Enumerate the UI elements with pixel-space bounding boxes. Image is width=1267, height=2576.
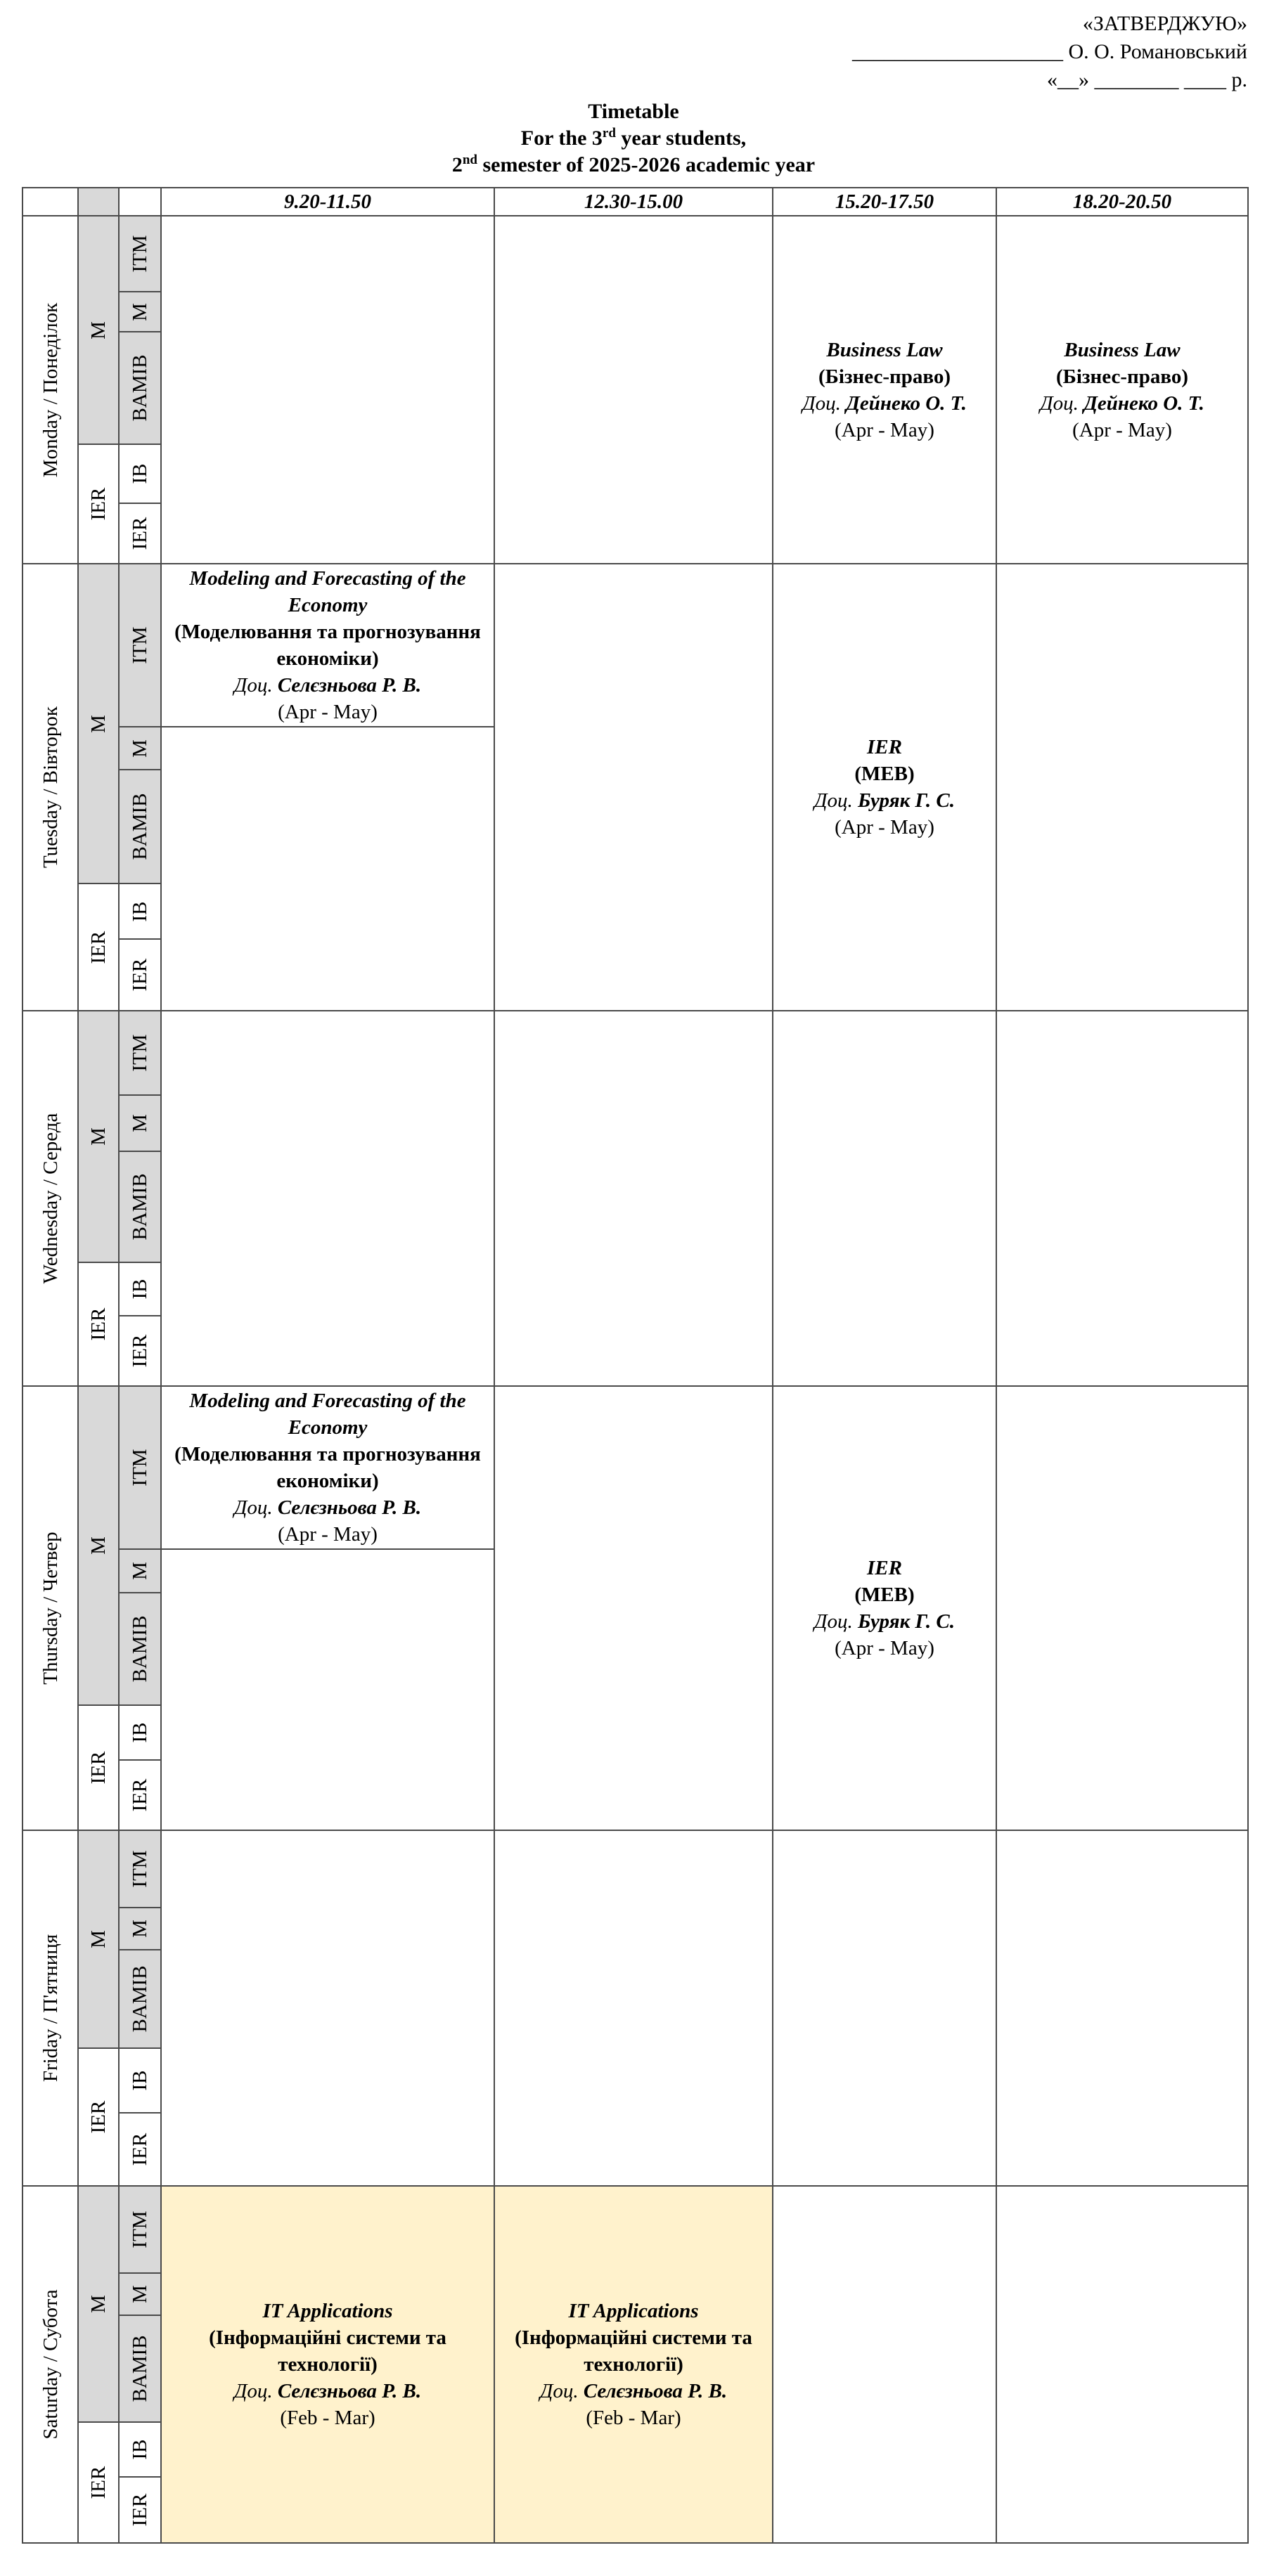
course-name: Business Law — [826, 338, 943, 361]
lesson-period: (Apr - May) — [278, 1523, 378, 1546]
lecturer-name: Селєзньова Р. В. — [583, 2380, 728, 2402]
group-m — [78, 1830, 119, 2048]
subgroup-m — [119, 1549, 161, 1593]
title-line-3-post: semester of 2025-2026 academic year — [477, 153, 816, 176]
subgroup-label: IER — [129, 958, 151, 992]
slot-cell-empty — [494, 1386, 773, 1830]
lecturer — [773, 390, 996, 417]
approval-signatory: ____________________ О. О. Романовський — [851, 40, 1247, 63]
group-label: M — [87, 321, 110, 339]
subgroup-label: M — [129, 739, 151, 758]
course-name: Modeling and Forecasting of the Economy — [189, 567, 466, 616]
slot-cell-empty — [996, 2186, 1248, 2543]
subgroup-label: ITM — [129, 235, 151, 273]
subgroup-m — [119, 292, 161, 332]
title-line-3-sup: nd — [462, 153, 477, 167]
lesson-cell — [773, 216, 996, 564]
slot-cell-empty — [996, 1830, 1248, 2186]
time-slot-1: 9.20-11.50 — [161, 188, 494, 216]
slot-cell-empty — [161, 1549, 494, 1830]
lecturer-name: Дейнеко О. Т. — [1083, 391, 1204, 415]
subgroup-label: IB — [129, 1722, 151, 1743]
slot-cell-empty — [996, 564, 1248, 1011]
title-line-2-post: year students, — [615, 127, 747, 150]
lecturer-name: Буряк Г. С. — [857, 789, 955, 812]
subgroup-label: ITM — [129, 2211, 151, 2248]
lesson-cell — [996, 216, 1248, 564]
subgroup-itm — [119, 564, 161, 727]
day-thursday — [22, 1386, 78, 1830]
lesson-cell — [161, 2186, 494, 2543]
lecturer — [495, 2378, 772, 2405]
slot-cell-empty — [161, 1011, 494, 1386]
subgroup-bamib — [119, 1950, 161, 2048]
subgroup-bamib — [119, 1151, 161, 1262]
subgroup-ib — [119, 884, 161, 939]
group-label: M — [87, 1127, 110, 1146]
group-label: M — [87, 714, 110, 733]
lesson-period: (Apr - May) — [835, 816, 934, 839]
day-tuesday — [22, 564, 78, 1011]
approval-block — [852, 10, 1247, 94]
day-label: Wednesday / Середа — [39, 1113, 62, 1284]
subgroup-bamib — [119, 2315, 161, 2422]
title-line-2-pre: For the 3 — [520, 127, 603, 150]
subgroup-ib — [119, 2422, 161, 2477]
lecturer-title: Доц. — [814, 1610, 853, 1633]
slot-cell-empty — [773, 1830, 996, 2186]
course-name: IT Applications — [262, 2300, 393, 2322]
header-row — [22, 188, 1248, 216]
lecturer-title: Доц. — [233, 2380, 273, 2402]
subgroup-ib — [119, 1705, 161, 1760]
course-name-ukr: (МЕВ) — [854, 763, 915, 785]
group-label: IER — [87, 2466, 110, 2499]
subgroup-ib — [119, 1262, 161, 1316]
group-ier — [78, 884, 119, 1011]
subgroup-label: BAMIB — [129, 793, 151, 860]
slot-cell-empty — [494, 216, 773, 564]
subgroup-ier — [119, 503, 161, 564]
subgroup-m — [119, 2273, 161, 2315]
subgroup-ier — [119, 2477, 161, 2543]
approval-date: «__» ________ ____ р. — [1047, 68, 1247, 91]
group-ier — [78, 1705, 119, 1830]
lecturer-title: Доц. — [814, 789, 853, 812]
subgroup-label: BAMIB — [129, 1173, 151, 1241]
lecturer — [162, 672, 494, 699]
day-label: Thursday / Четвер — [39, 1532, 62, 1685]
subgroup-label: ITM — [129, 1850, 151, 1888]
lesson-cell — [161, 564, 494, 727]
lesson-period: (Apr - May) — [835, 1637, 934, 1659]
slot-cell-empty — [161, 727, 494, 1011]
slot-cell-empty — [773, 2186, 996, 2543]
course-name-ukr: (МЕВ) — [854, 1584, 915, 1606]
approval-label: «ЗАТВЕРДЖУЮ» — [1082, 12, 1247, 35]
subgroup-bamib — [119, 332, 161, 444]
title-line-3 — [0, 152, 1267, 179]
lecturer-name: Буряк Г. С. — [857, 1610, 955, 1633]
fri-row-itm — [22, 1830, 1248, 1908]
subgroup-label: IER — [129, 1334, 151, 1368]
slot-cell-empty — [494, 1011, 773, 1386]
subgroup-m — [119, 1908, 161, 1950]
course-name-ukr: (Інформаційні системи та технології) — [515, 2326, 752, 2376]
lecturer-title: Доц. — [802, 391, 841, 415]
thu-row-itm — [22, 1386, 1248, 1549]
subgroup-label: BAMIB — [129, 1965, 151, 2033]
group-label: IER — [87, 2100, 110, 2134]
group-m — [78, 1386, 119, 1705]
sat-row-itm — [22, 2186, 1248, 2273]
time-slot-4: 18.20-20.50 — [996, 188, 1248, 216]
subgroup-bamib — [119, 770, 161, 884]
slot-cell-empty — [161, 216, 494, 564]
subgroup-label: M — [129, 2285, 151, 2303]
lecturer-name: Селєзньова Р. В. — [277, 2380, 422, 2402]
subgroup-ier — [119, 939, 161, 1011]
time-slot-2: 12.30-15.00 — [494, 188, 773, 216]
course-name: IER — [867, 1557, 902, 1579]
lesson-period: (Feb - Mar) — [280, 2407, 375, 2429]
day-monday — [22, 216, 78, 564]
subgroup-label: BAMIB — [129, 2335, 151, 2402]
group-ier — [78, 2422, 119, 2543]
subgroup-m — [119, 727, 161, 770]
lesson-cell — [161, 1386, 494, 1549]
subgroup-itm — [119, 1386, 161, 1549]
day-label: Tuesday / Вівторок — [39, 706, 62, 869]
subgroup-label: ITM — [129, 1449, 151, 1487]
day-label: Saturday / Субота — [39, 2289, 62, 2440]
title-line-3-pre: 2 — [451, 153, 463, 176]
course-name-ukr: (Моделювання та прогнозування економіки) — [174, 621, 481, 670]
subgroup-ib — [119, 444, 161, 503]
group-label: M — [87, 1930, 110, 1948]
subgroup-label: M — [129, 302, 151, 321]
group-m — [78, 564, 119, 884]
lesson-period: (Apr - May) — [1072, 418, 1172, 441]
subgroup-m — [119, 1095, 161, 1151]
subgroup-label: IB — [129, 463, 151, 484]
lecturer-title: Доц. — [539, 2380, 579, 2402]
lecturer-title: Доц. — [233, 674, 273, 697]
lecturer-name: Дейнеко О. Т. — [846, 391, 967, 415]
slot-cell-empty — [494, 564, 773, 1011]
subgroup-label: BAMIB — [129, 354, 151, 422]
header-blank-subgroup — [119, 188, 161, 216]
day-label: Friday / П'ятниця — [39, 1934, 62, 2083]
group-ier — [78, 1262, 119, 1386]
course-name-ukr: (Інформаційні системи та технології) — [209, 2326, 446, 2376]
group-m — [78, 1011, 119, 1262]
subgroup-ib — [119, 2048, 161, 2113]
slot-cell-empty — [161, 1830, 494, 2186]
group-label: IER — [87, 931, 110, 964]
time-slot-3: 15.20-17.50 — [773, 188, 996, 216]
lesson-cell — [494, 2186, 773, 2543]
subgroup-label: M — [129, 1114, 151, 1132]
subgroup-label: ITM — [129, 1034, 151, 1072]
lecturer-title: Доц. — [233, 1496, 273, 1519]
slot-cell-empty — [494, 1830, 773, 2186]
lecturer — [997, 390, 1247, 417]
subgroup-itm — [119, 1830, 161, 1908]
subgroup-label: IB — [129, 2070, 151, 2091]
subgroup-ier — [119, 2113, 161, 2186]
lecturer-name: Селєзньова Р. В. — [277, 1496, 422, 1519]
day-saturday — [22, 2186, 78, 2543]
subgroup-label: BAMIB — [129, 1615, 151, 1683]
subgroup-label: ITM — [129, 626, 151, 664]
subgroup-label: IER — [129, 1778, 151, 1812]
subgroup-label: IB — [129, 2439, 151, 2460]
group-m — [78, 2186, 119, 2422]
subgroup-ier — [119, 1760, 161, 1830]
group-label: M — [87, 2295, 110, 2313]
title-line-2 — [0, 125, 1267, 152]
group-label: M — [87, 1536, 110, 1555]
subgroup-itm — [119, 2186, 161, 2273]
group-ier — [78, 2048, 119, 2186]
lecturer — [162, 2378, 494, 2405]
group-label: IER — [87, 487, 110, 521]
lesson-cell — [773, 1386, 996, 1830]
lecturer — [773, 787, 996, 814]
lesson-period: (Apr - May) — [278, 701, 378, 723]
title-line-2-sup: rd — [602, 126, 616, 141]
subgroup-label: IB — [129, 1279, 151, 1300]
course-name-ukr: (Бізнес-право) — [1056, 365, 1188, 388]
course-name-ukr: (Моделювання та прогнозування економіки) — [174, 1443, 481, 1492]
subgroup-label: IB — [129, 901, 151, 921]
group-label: IER — [87, 1307, 110, 1341]
lesson-cell — [773, 564, 996, 1011]
wed-row-itm — [22, 1011, 1248, 1095]
group-ier — [78, 444, 119, 564]
header-blank-day — [22, 188, 78, 216]
day-wednesday — [22, 1011, 78, 1386]
course-name: IT Applications — [568, 2300, 699, 2322]
slot-cell-empty — [996, 1011, 1248, 1386]
lesson-period: (Feb - Mar) — [586, 2407, 681, 2429]
title-line-1: Timetable — [588, 100, 679, 123]
slot-cell-empty — [996, 1386, 1248, 1830]
day-friday — [22, 1830, 78, 2186]
course-name-ukr: (Бізнес-право) — [818, 365, 951, 388]
timetable-title — [0, 98, 1267, 179]
mon-row-itm — [22, 216, 1248, 292]
lecturer-name: Селєзньова Р. В. — [277, 674, 422, 697]
subgroup-label: IER — [129, 2132, 151, 2166]
subgroup-label: M — [129, 1562, 151, 1580]
subgroup-itm — [119, 216, 161, 292]
timetable — [22, 187, 1249, 2544]
course-name: IER — [867, 736, 902, 758]
day-label: Monday / Понеділок — [39, 302, 62, 477]
header-blank-group — [78, 188, 119, 216]
lecturer-title: Доц. — [1040, 391, 1079, 415]
tue-row-itm — [22, 564, 1248, 727]
subgroup-bamib — [119, 1593, 161, 1705]
lecturer — [773, 1608, 996, 1635]
subgroup-label: M — [129, 1920, 151, 1938]
subgroup-label: IER — [129, 517, 151, 550]
group-label: IER — [87, 1751, 110, 1785]
slot-cell-empty — [773, 1011, 996, 1386]
course-name: Business Law — [1064, 338, 1181, 361]
subgroup-label: IER — [129, 2493, 151, 2527]
lesson-period: (Apr - May) — [835, 418, 934, 441]
lecturer — [162, 1494, 494, 1521]
subgroup-itm — [119, 1011, 161, 1095]
course-name: Modeling and Forecasting of the Economy — [189, 1390, 466, 1439]
subgroup-ier — [119, 1316, 161, 1386]
group-m — [78, 216, 119, 444]
